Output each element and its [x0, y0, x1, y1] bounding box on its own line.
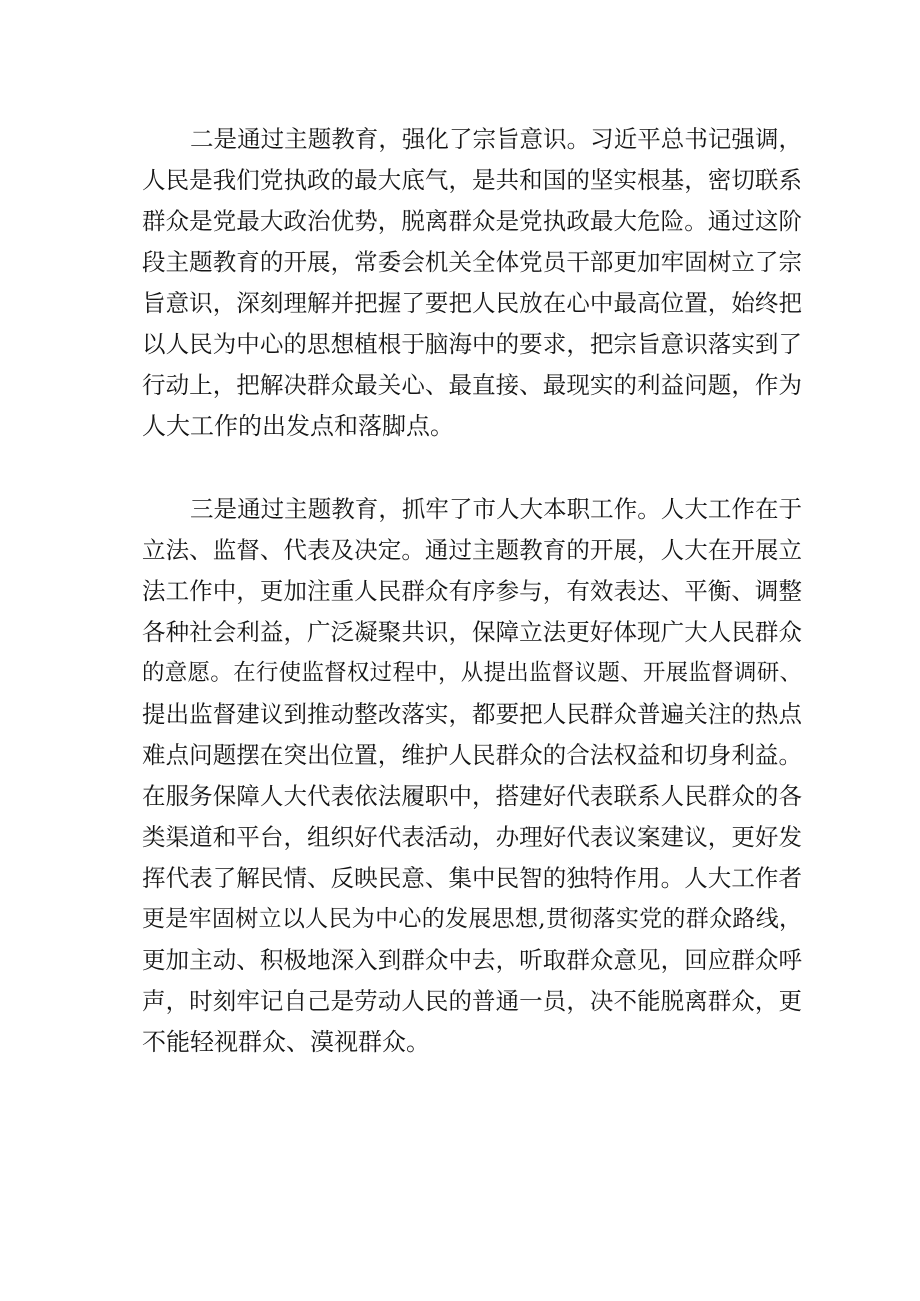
paragraph-line: 的意愿。在行使监督权过程中，从提出监督议题、开展监督调研、 — [142, 660, 802, 686]
paragraph-line: 三是通过主题教育，抓牢了市人大本职工作。人大工作在于 — [190, 495, 802, 523]
paragraph-line: 立法、监督、代表及决定。通过主题教育的开展，人大在开展立 — [142, 536, 802, 564]
paragraph-line: 人民是我们党执政的最大底气，是共和国的坚实根基，密切联系 — [142, 166, 802, 194]
paragraph-line: 更加主动、积极地深入到群众中去，听取群众意见，回应群众呼 — [142, 946, 802, 974]
paragraph-line: 提出监督建议到推动整改落实，都要把人民群众普遍关注的热点 — [142, 700, 802, 728]
paragraph-line: 类渠道和平台，组织好代表活动，办理好代表议案建议，更好发 — [142, 823, 802, 851]
paragraph-line: 在服务保障人大代表依法履职中，搭建好代表联系人民群众的各 — [142, 782, 802, 810]
paragraph-line: 各种社会利益，广泛凝聚共识，保障立法更好体现广大人民群众 — [142, 618, 802, 646]
paragraph-line: 旨意识，深刻理解并把握了要把人民放在心中最高位置，始终把 — [142, 289, 802, 317]
paragraph-line: 行动上，把解决群众最关心、最直接、最现实的利益问题，作为 — [142, 371, 802, 399]
paragraph-line: 法工作中，更加注重人民群众有序参与，有效表达、平衡、调整 — [142, 577, 802, 605]
paragraph-line: 不能轻视群众、漠视群众。 — [142, 1028, 430, 1056]
paragraph-line: 段主题教育的开展，常委会机关全体党员干部更加牢固树立了宗 — [142, 248, 802, 276]
paragraph-line: 二是通过主题教育，强化了宗旨意识。习近平总书记强调， — [190, 125, 802, 153]
paragraph-line: 更是牢固树立以人民为中心的发展思想,贯彻落实党的群众路线， — [142, 906, 802, 932]
paragraph-line: 挥代表了解民情、反映民意、集中民智的独特作用。人大工作者 — [142, 864, 802, 892]
paragraph-line: 声，时刻牢记自己是劳动人民的普通一员，决不能脱离群众，更 — [142, 987, 802, 1015]
paragraph-line: 难点问题摆在突出位置，维护人民群众的合法权益和切身利益。 — [142, 741, 802, 769]
paragraph-line: 人大工作的出发点和落脚点。 — [142, 412, 454, 440]
paragraph-line: 群众是党最大政治优势，脱离群众是党执政最大危险。通过这阶 — [142, 207, 802, 235]
paragraph-line: 以人民为中心的思想植根于脑海中的要求，把宗旨意识落实到了 — [142, 330, 802, 358]
